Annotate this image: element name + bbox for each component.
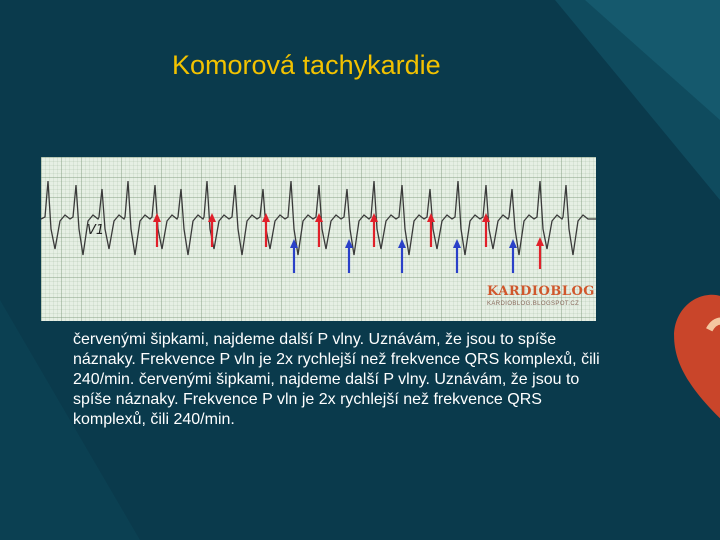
lead-label: V1 — [87, 223, 105, 238]
kardioblog-logo — [461, 283, 595, 317]
slide-body-text: červenými šipkami, najdeme další P vlny. Uznávám, že jsou to spíše náznaky. Frekvence P vln je 2x rychlejší než frekvence QRS komplexů, čili 240/min. červenými šipkami, najdeme další P vlny. Uznávám, že jsou to spíše náznaky. Frekvence P vln je 2x rychlejší než frekvence QRS komplexů, čili 240/min. — [73, 331, 600, 428]
slide-title: Komorová tachykardie — [172, 50, 441, 80]
blue-arrow-icon — [509, 239, 517, 273]
logo-subtext: KARDIOBLOG.BLOGSPOT.CZ — [487, 301, 580, 307]
blue-arrow-icon — [453, 239, 461, 273]
ecg-strip — [41, 157, 596, 321]
blue-arrow-icon — [398, 239, 406, 273]
logo-text: KARDIOBLOG — [487, 284, 595, 299]
red-arrow-icon — [536, 237, 544, 269]
red-arrow-icon — [153, 213, 161, 247]
